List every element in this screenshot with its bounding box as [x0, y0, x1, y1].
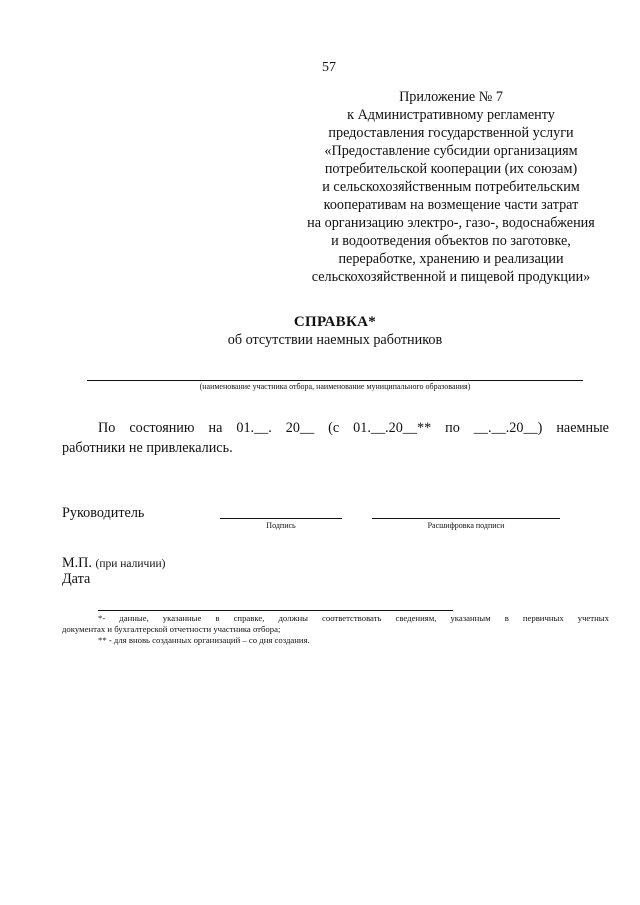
footnote-word: сведениям,: [395, 613, 437, 623]
footnote-separator: [98, 610, 453, 611]
document-subtitle: об отсутствии наемных работников: [227, 332, 443, 348]
footnote-word: соответствовать: [322, 613, 382, 623]
footnote-word: в: [504, 613, 509, 623]
stamp-note: (при наличии): [95, 558, 166, 570]
appendix-line: сельскохозяйственной и пищевой продукции»: [311, 269, 591, 285]
appendix-line: к Административному регламенту: [347, 107, 555, 123]
signature-decode-fill-line: [372, 518, 560, 519]
statement-word: 01.__.20__**: [353, 420, 432, 436]
footnote-word: справке,: [233, 613, 265, 623]
appendix-line: «Предоставление субсидии организациям: [324, 143, 578, 159]
appendix-line: на организацию электро-, газо-, водоснабжения: [307, 215, 595, 231]
statement-word: наемные: [556, 420, 609, 436]
statement-word: на: [208, 420, 223, 436]
appendix-line: и сельскохозяйственным потребительским: [322, 179, 580, 195]
manager-label: Руководитель: [62, 505, 145, 521]
footnote-word: указанным: [450, 613, 491, 623]
appendix-line: кооперативам на возмещение части затрат: [323, 197, 579, 213]
appendix-line: потребительской кооперации (их союзам): [324, 161, 578, 177]
stamp-label: [62, 555, 165, 572]
appendix-line: предоставления государственной услуги: [328, 125, 574, 141]
statement-line-2: работники не привлекались.: [62, 440, 233, 456]
footnote-word: учетных: [577, 613, 609, 623]
statement-word: по: [445, 420, 460, 436]
statement-word: __.__.20__): [473, 420, 543, 436]
appendix-header: [280, 88, 622, 286]
org-name-caption: (наименование участника отбора, наименование муниципального образования): [199, 382, 471, 391]
footnotes: [62, 613, 609, 646]
footnote-word: указанные: [162, 613, 202, 623]
statement-word: (с: [328, 420, 340, 436]
statement-word: 20__: [285, 420, 315, 436]
signature-fill-line: [220, 518, 342, 519]
appendix-line: переработке, хранению и реализации: [338, 251, 564, 267]
footnote-word: в: [215, 613, 220, 623]
appendix-line: Приложение № 7: [399, 89, 503, 105]
stamp-abbrev: М.П.: [62, 555, 92, 571]
document-title: СПРАВКА*: [293, 314, 377, 330]
statement-word: состоянию: [129, 420, 195, 436]
date-label: Дата: [62, 571, 91, 587]
footnote-1-line-2: документах и бухгалтерской отчетности участника отбора;: [62, 624, 281, 634]
page-number: 57: [322, 60, 336, 75]
footnote-word: данные,: [119, 613, 149, 623]
statement-paragraph: [62, 418, 609, 458]
footnote-2: ** - для вновь созданных организаций – со дня создания.: [98, 635, 310, 645]
footnote-word: первичных: [522, 613, 564, 623]
signature-decode-caption: Расшифровка подписи: [427, 521, 505, 530]
statement-word: 01.__.: [236, 420, 272, 436]
statement-line-1: [62, 418, 609, 438]
appendix-line: и водоотведения объектов по заготовке,: [331, 233, 571, 249]
footnote-word: *-: [98, 613, 106, 623]
org-name-fill-line: [87, 380, 583, 381]
statement-word: По: [98, 420, 116, 436]
footnote-1-line-1: [62, 613, 609, 624]
footnote-word: должны: [278, 613, 308, 623]
signature-caption: Подпись: [266, 521, 296, 530]
